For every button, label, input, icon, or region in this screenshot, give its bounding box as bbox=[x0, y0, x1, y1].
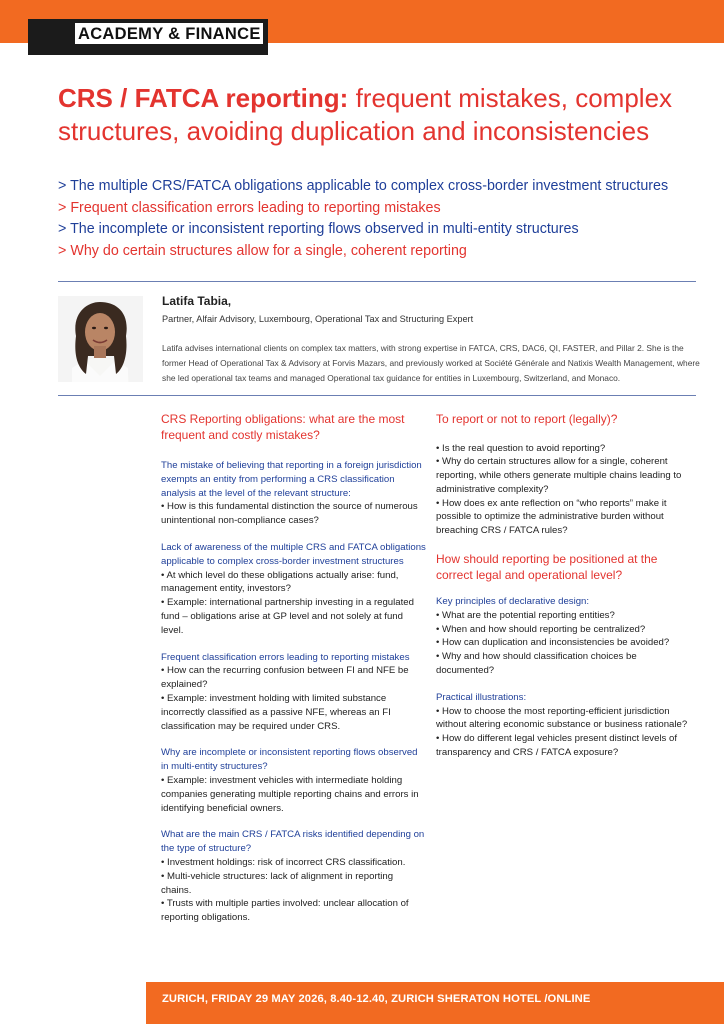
event-footer bbox=[146, 982, 724, 1024]
topic-point: • Example: international partnership investing in a regulated fund – obligations arise at GP level and not solely at fund level. bbox=[161, 597, 414, 636]
brand-name: ACADEMY & FINANCE bbox=[78, 25, 261, 43]
brand-badge bbox=[28, 19, 268, 55]
speaker-bio: Latifa advises international clients on complex tax matters, with strong expertise in FATCA, CRS, DAC6, QI, FASTER, and Pillar 2. She is the former Head of Operational Tax & Advisory at Forvis Mazars, and previously worked at Société Générale and Natixis Wealth Management, where she led operational tax teams and managed Operational tax guidance for entities in Luxembourg, Switzerland, and Monaco. bbox=[162, 343, 700, 383]
topic-block bbox=[161, 459, 426, 528]
topic-point: • How can the recurring confusion between FI and NFE be explained? bbox=[161, 665, 409, 691]
topic-point: • Example: investment vehicles with intermediate holding companies generating multiple reporting chains and errors in identifying beneficial owners. bbox=[161, 774, 419, 814]
topic-item: > Why do certain structures allow for a single, coherent reporting bbox=[58, 242, 467, 259]
speaker-photo bbox=[58, 296, 143, 382]
speaker-name: Latifa Tabia, bbox=[162, 294, 232, 308]
divider-bottom bbox=[58, 395, 696, 396]
title-light: frequent mistakes, complex structures, avoiding duplication and inconsistencies bbox=[58, 83, 673, 146]
topic-point: • Is the real question to avoid reporting? bbox=[436, 442, 606, 454]
topic-point: • How can duplication and inconsistencies be avoided? bbox=[436, 637, 670, 649]
topic-point: • How do different legal vehicles present distinct levels of transparency and CRS / FATCA exposure? bbox=[436, 733, 678, 759]
left-column bbox=[161, 412, 426, 938]
topic-block bbox=[436, 442, 696, 539]
event-details: ZURICH, FRIDAY 29 MAY 2026, 8.40-12.40, ZURICH SHERATON HOTEL /ONLINE bbox=[162, 993, 591, 1005]
section-heading: How should reporting be positioned at the correct legal and operational level? bbox=[436, 552, 658, 582]
topic-point: • Why and how should classification choices be documented? bbox=[436, 651, 637, 677]
topic-block bbox=[436, 691, 696, 760]
topic-subheading: Practical illustrations: bbox=[436, 691, 527, 703]
topic-point: • Investment holdings: risk of incorrect CRS classification. bbox=[161, 856, 406, 868]
topic-point: • What are the potential reporting entities? bbox=[436, 609, 615, 621]
topic-block bbox=[161, 828, 426, 925]
topic-item: > The multiple CRS/FATCA obligations applicable to complex cross-border investment structures bbox=[58, 178, 669, 194]
topic-point: • How is this fundamental distinction the source of numerous unintentional non-compliance cases? bbox=[161, 501, 418, 527]
topic-subheading: Lack of awareness of the multiple CRS and FATCA obligations applicable to complex cross-border investment structures bbox=[161, 541, 426, 567]
topic-point: • How does ex ante reflection on “who reports” make it possible to optimize the administrative burden without breaching CRS / FATCA rules? bbox=[436, 497, 667, 537]
topic-point: • At which level do these obligations actually arise: fund, management entity, investors? bbox=[161, 569, 399, 595]
topic-subheading: Frequent classification errors leading to reporting mistakes bbox=[161, 651, 410, 663]
topic-item: > The incomplete or inconsistent reporting flows observed in multi-entity structures bbox=[58, 221, 579, 237]
topic-subheading: What are the main CRS / FATCA risks identified depending on the type of structure? bbox=[161, 829, 425, 855]
page-title bbox=[58, 82, 698, 148]
topic-subheading: Why are incomplete or inconsistent reporting flows observed in multi-entity structures? bbox=[161, 747, 418, 773]
key-topics-list bbox=[58, 176, 718, 262]
topic-point: • How to choose the most reporting-efficient jurisdiction without altering economic substance or business rationale? bbox=[436, 705, 688, 731]
topic-block bbox=[436, 595, 696, 678]
section-heading: To report or not to report (legally)? bbox=[436, 412, 618, 426]
topic-point: • Multi-vehicle structures: lack of alignment in reporting chains. bbox=[161, 870, 394, 896]
speaker-role: Partner, Alfair Advisory, Luxembourg, Operational Tax and Structuring Expert bbox=[162, 314, 474, 324]
topic-point: • Why do certain structures allow for a single, coherent reporting, while others generate multiple chains leading to administrative complexity? bbox=[436, 456, 682, 495]
section-heading: CRS Reporting obligations: what are the most frequent and costly mistakes? bbox=[161, 412, 405, 442]
topic-point: • When and how should reporting be centralized? bbox=[436, 623, 646, 635]
topic-item: > Frequent classification errors leading to reporting mistakes bbox=[58, 199, 441, 216]
topic-subheading: Key principles of declarative design: bbox=[436, 596, 590, 608]
topic-block bbox=[161, 651, 426, 734]
divider-top bbox=[58, 281, 696, 282]
topic-subheading: The mistake of believing that reporting in a foreign jurisdiction exempts an entity from performing a CRS classification analysis at the level of the relevant structure: bbox=[161, 460, 422, 499]
topic-block bbox=[161, 541, 426, 638]
topic-block bbox=[161, 746, 426, 815]
title-bold: CRS / FATCA reporting: bbox=[58, 83, 349, 113]
topic-point: • Example: investment holding with limited substance incorrectly classified as a passive NFE, whereas an FI classification may be required under CRS. bbox=[161, 692, 391, 732]
right-column bbox=[436, 412, 696, 773]
topic-point: • Trusts with multiple parties involved: unclear allocation of reporting obligations. bbox=[161, 898, 409, 924]
